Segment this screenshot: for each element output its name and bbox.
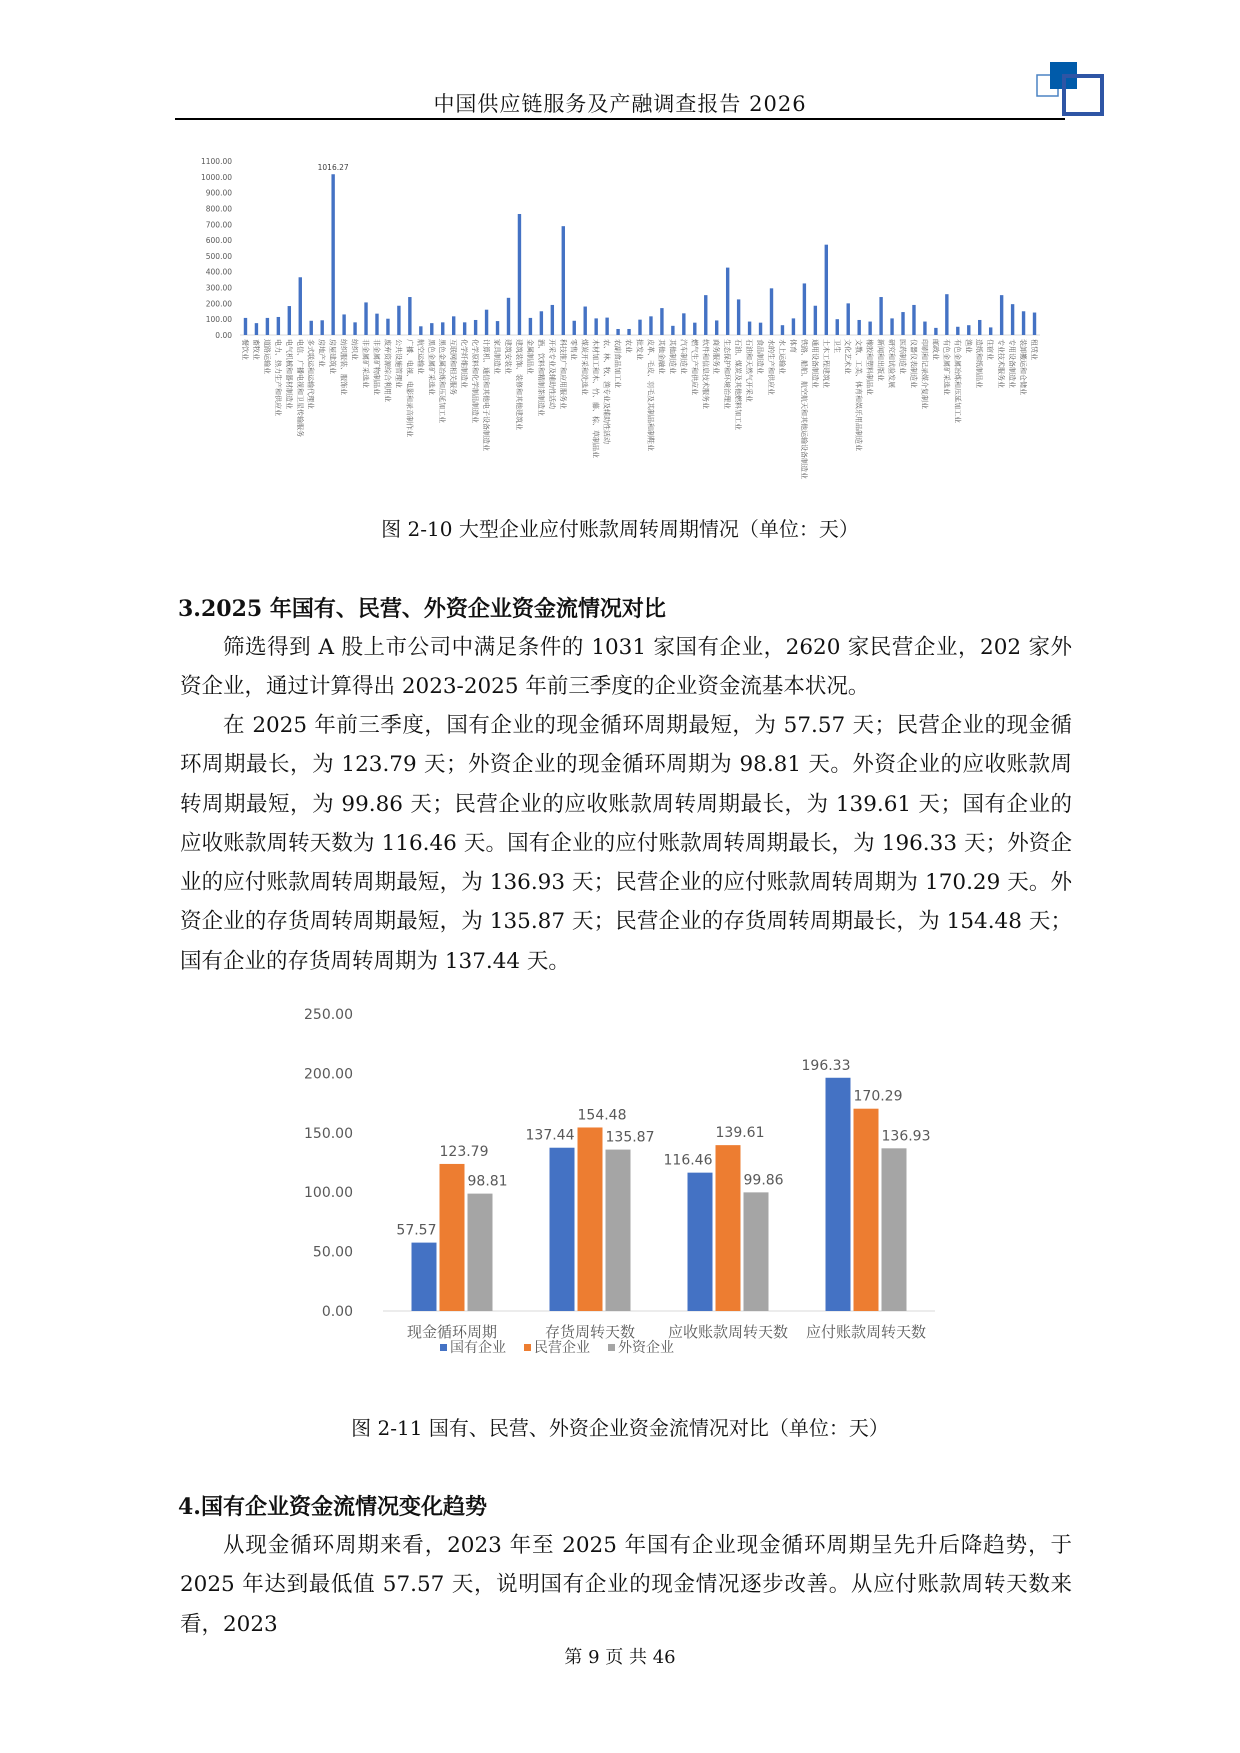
data-label: 139.61 [715, 1125, 765, 1142]
x-tick-label: 专用设备制造业 [1008, 339, 1017, 388]
bar [320, 320, 323, 335]
section-4-paragraph-1: 从现金循环周期来看，2023 年至 2025 年国有企业现金循环周期呈先升后降趋势，于 2025 年达到最低值 57.57 天，说明国有企业的现金情况逐步改善。从应付账款周转天数来看，2023 [180, 1533, 1072, 1637]
section-3-heading: 3.2025 年国有、民营、外资企业资金流情况对比 [178, 596, 666, 622]
bar [342, 314, 345, 335]
x-tick-label: 体育 [788, 339, 797, 353]
section-4-heading: 4.国有企业资金流情况变化趋势 [178, 1494, 487, 1520]
x-tick-label: 建筑安装业 [503, 339, 512, 374]
x-tick-label: 燃气生产和供应业 [690, 339, 699, 395]
x-tick-label: 非金属矿采选业 [361, 339, 370, 388]
x-tick-label: 应付账款周转天数 [805, 1323, 927, 1341]
bar [737, 299, 740, 335]
y-tick-label: 300.00 [205, 283, 232, 293]
bar [682, 313, 685, 335]
bar [364, 302, 367, 335]
y-tick-label: 0.00 [215, 331, 232, 340]
bar [1033, 313, 1036, 335]
bar [441, 322, 444, 335]
data-label: 116.46 [663, 1152, 713, 1169]
bar [353, 322, 356, 335]
x-tick-label: 纺织业 [350, 339, 359, 360]
bar [288, 306, 291, 335]
x-tick-label: 房地产业 [317, 339, 326, 367]
x-tick-label: 建筑装饰、装修和其他建筑业 [514, 339, 523, 430]
bar-foreign [606, 1150, 631, 1311]
bar [715, 320, 718, 335]
data-label: 57.57 [396, 1222, 437, 1239]
data-label: 137.44 [525, 1127, 575, 1144]
y-tick-label: 400.00 [205, 267, 232, 277]
x-tick-label: 汽车制造业 [679, 339, 688, 374]
y-tick-label: 150.00 [304, 1125, 353, 1142]
x-tick-label: 农副食品加工业 [613, 339, 622, 388]
bar [967, 325, 970, 335]
bar [310, 321, 313, 335]
bar [792, 318, 795, 335]
bar [989, 327, 992, 335]
x-tick-label: 住宿业 [986, 339, 995, 360]
bar [814, 306, 817, 335]
x-tick-label: 造纸和纸制品业 [975, 339, 984, 388]
x-tick-label: 橡胶和塑料制品业 [865, 339, 874, 395]
x-tick-label: 科技推广和应用服务业 [558, 339, 567, 409]
bar [934, 328, 937, 335]
x-tick-label: 石油、煤炭及其他燃料加工业 [734, 339, 743, 430]
bar [616, 329, 619, 335]
x-tick-label: 文化艺术业 [843, 339, 852, 374]
bar [331, 174, 334, 335]
bar-private [716, 1145, 741, 1311]
x-tick-label: 水上运输业 [777, 339, 786, 374]
y-tick-label: 250.00 [304, 1007, 353, 1023]
bar [825, 245, 828, 335]
bar [408, 297, 411, 335]
x-tick-label: 非金属矿物制品业 [372, 339, 381, 395]
bar [397, 306, 400, 335]
bar [496, 321, 499, 335]
y-tick-label: 50.00 [312, 1244, 353, 1261]
x-tick-label: 农业 [624, 339, 633, 353]
bar [956, 327, 959, 335]
x-tick-label: 其他制造业 [668, 339, 677, 374]
bar [748, 322, 751, 335]
bar [759, 323, 762, 335]
x-tick-label: 研究和试验发展 [887, 339, 896, 388]
y-tick-label: 100.00 [304, 1185, 353, 1202]
bar [551, 305, 554, 335]
x-tick-label: 公共设施管理业 [394, 339, 403, 388]
section-3-paragraph-2: 在 2025 年前三季度，国有企业的现金循环周期最短，为 57.57 天；民营企业的现金循环周期最长，为 123.79 天；外资企业的现金循环周期为 98.81 天。外资企业的应收账款周转周期最短，为 99.86 天；民营企业的应收账款周转周期最长，为 139.61 天；国有企业的应收账款周转天数为 116.46 天。国有企业的应付账款周转周期最长，为 196.33 天；外资企业的应付账款周转周期最短，为 136.93 天；民营企业的应付账款周转周期为 170.29 天。外资企业的存货周转周期最短，为 135.87 天；民营企业的存货周转周期最长，为 154.48 天；国有企业的存货周转周期为 137.44 天。 [180, 713, 1072, 974]
x-tick-label: 仪器仪表制造业 [909, 339, 918, 388]
data-label: 154.48 [577, 1107, 627, 1124]
x-tick-label: 零售业 [569, 339, 578, 360]
bar [507, 298, 510, 335]
data-label: 1016.27 [317, 163, 349, 173]
x-tick-label: 道路运输业 [262, 339, 271, 374]
x-tick-label: 应收账款周转天数 [667, 1323, 789, 1341]
y-tick-label: 900.00 [205, 188, 232, 198]
bar [770, 288, 773, 335]
y-tick-label: 200.00 [304, 1066, 353, 1083]
bar-private [440, 1164, 465, 1311]
x-tick-label: 废弃资源综合利用业 [383, 339, 392, 402]
bar [584, 307, 587, 335]
x-tick-label: 畜牧业 [251, 339, 260, 360]
bar [836, 319, 839, 335]
y-tick-label: 200.00 [205, 299, 232, 309]
bar [649, 316, 652, 335]
bar-foreign [744, 1192, 769, 1311]
x-tick-label: 广播、电视、电影和录音制作业 [405, 339, 414, 437]
data-label: 196.33 [801, 1057, 851, 1074]
bar-state-owned [412, 1243, 437, 1311]
bar [693, 323, 696, 335]
x-tick-label: 家具制造业 [493, 339, 502, 374]
legend-swatch [524, 1344, 531, 1351]
bar [1000, 295, 1003, 335]
x-tick-label: 农、林、牧、渔专业及辅助性活动 [602, 339, 611, 444]
bar [375, 314, 378, 335]
bar [901, 312, 904, 335]
x-tick-label: 开采专业及辅助性活动 [547, 339, 556, 409]
x-tick-label: 商务服务业 [712, 339, 721, 374]
x-tick-label: 通用设备制造业 [810, 339, 819, 388]
bar [299, 277, 302, 335]
legend-swatch [440, 1344, 447, 1351]
chart-ownership-comparison [290, 990, 970, 1390]
x-tick-label: 邮政业 [931, 339, 940, 360]
bar [573, 321, 576, 335]
x-tick-label: 互联网和相关服务 [449, 339, 458, 395]
x-tick-label: 水的生产和供应业 [767, 339, 776, 395]
x-tick-label: 铁路、船舶、航空航天和其他运输设备制造业 [799, 339, 808, 479]
y-tick-label: 700.00 [205, 220, 232, 230]
legend-label: 国有企业 [450, 1340, 506, 1356]
data-label: 170.29 [853, 1088, 903, 1105]
x-tick-label: 文教、工美、体育和娱乐用品制造业 [854, 339, 863, 451]
figure-2-11-caption: 图 2-11 国有、民营、外资企业资金流情况对比（单位：天） [351, 1416, 889, 1440]
bar [594, 318, 597, 335]
bar [726, 268, 729, 335]
bar [890, 318, 893, 335]
bar [879, 297, 882, 335]
x-tick-label: 新闻和出版业 [876, 339, 885, 381]
bar [945, 294, 948, 335]
legend-label: 外资企业 [618, 1340, 674, 1356]
y-tick-label: 0.00 [321, 1304, 353, 1320]
bar [430, 323, 433, 335]
x-tick-label: 化学原料和化学制品制造业 [471, 339, 480, 423]
y-tick-label: 800.00 [205, 204, 232, 214]
data-label: 123.79 [439, 1143, 489, 1160]
x-tick-label: 计算机、通信和其他电子设备制造业 [482, 339, 491, 451]
x-tick-label: 木材加工和木、竹、藤、棕、草制品业 [591, 339, 600, 458]
report-logo [1035, 60, 1115, 120]
y-tick-label: 1100.00 [200, 157, 232, 166]
bar [605, 318, 608, 335]
bar [868, 322, 871, 335]
bar [660, 308, 663, 335]
x-tick-label: 多式联运和运输代理业 [306, 339, 315, 409]
bar-state-owned [826, 1078, 851, 1311]
bar [847, 303, 850, 335]
bar [518, 214, 521, 335]
x-tick-label: 存货周转天数 [544, 1323, 636, 1341]
x-tick-label: 租赁业 [1030, 339, 1039, 360]
data-label: 98.81 [467, 1173, 508, 1190]
x-tick-label: 金属制品业 [525, 339, 534, 374]
bar-foreign [468, 1194, 493, 1311]
bar [704, 295, 707, 335]
bar-state-owned [550, 1148, 575, 1311]
bar [485, 310, 488, 335]
x-tick-label: 专业技术服务业 [997, 339, 1006, 388]
bar [1011, 304, 1014, 335]
x-tick-label: 渔业 [964, 339, 973, 353]
x-tick-label: 食品制造业 [756, 339, 765, 374]
bar-private [578, 1127, 603, 1311]
bar-foreign [882, 1148, 907, 1311]
y-tick-label: 100.00 [205, 315, 232, 325]
bar [277, 317, 280, 335]
bar [978, 320, 981, 335]
legend-label: 民营企业 [534, 1340, 590, 1356]
figure-2-10-caption: 图 2-10 大型企业应付账款周转周期情况（单位：天） [381, 517, 859, 541]
x-tick-label: 其他金融业 [657, 339, 666, 374]
x-tick-label: 航空运输业 [416, 339, 425, 374]
bar [244, 318, 247, 335]
x-tick-label: 电力、热力生产和供应业 [273, 339, 282, 416]
bar-state-owned [688, 1173, 713, 1311]
x-tick-label: 酒、饮料和精制茶制造业 [536, 339, 545, 416]
x-tick-label: 石油和天然气开采业 [745, 339, 754, 402]
bar [474, 320, 477, 335]
x-tick-label: 黑色金属冶炼和压延加工业 [438, 339, 447, 423]
y-tick-label: 600.00 [205, 236, 232, 246]
bar [540, 311, 543, 335]
bar-private [854, 1109, 879, 1311]
x-tick-label: 生态保护和环境治理业 [723, 339, 732, 409]
x-tick-label: 煤炭开采和洗选业 [580, 339, 589, 395]
x-tick-label: 黑色金属矿采选业 [427, 339, 436, 395]
x-tick-label: 电气机械和器材制造业 [284, 339, 293, 409]
bar [803, 283, 806, 335]
section-3-paragraph-1: 筛选得到 A 股上市公司中满足条件的 1031 家国有企业，2620 家民营企业，202 家外资企业，通过计算得出 2023-2025 年前三季度的企业资金流基本状况。 [180, 635, 1072, 700]
x-tick-label: 软件和信息技术服务业 [701, 339, 710, 409]
bar [857, 320, 860, 335]
x-tick-label: 房屋建筑业 [328, 339, 337, 374]
x-tick-label: 印刷和记录媒介复制业 [920, 339, 929, 409]
bar [638, 320, 641, 335]
x-tick-label: 装卸搬运和仓储业 [1019, 339, 1028, 395]
x-tick-label: 有色金属矿采选业 [942, 339, 951, 395]
bar [255, 323, 258, 335]
bar [781, 325, 784, 335]
bar [627, 329, 630, 335]
data-label: 136.93 [881, 1128, 931, 1145]
data-label: 99.86 [743, 1172, 784, 1189]
legend-swatch [608, 1344, 615, 1351]
bar [671, 326, 674, 335]
x-tick-label: 卫生 [832, 339, 841, 353]
bar [529, 318, 532, 335]
bar [923, 322, 926, 335]
x-tick-label: 现金循环周期 [406, 1323, 498, 1341]
bar [562, 226, 565, 335]
running-header-title: 中国供应链服务及产融调查报告 2026 [433, 92, 807, 116]
bar [419, 326, 422, 335]
x-tick-label: 纺织服装、服饰业 [339, 339, 348, 395]
chart-payables-by-industry [170, 140, 1070, 510]
x-tick-label: 批发业 [635, 339, 644, 360]
header-rule [175, 118, 1065, 120]
x-tick-label: 土木工程建筑业 [821, 339, 830, 388]
x-tick-label: 皮革、毛皮、羽毛及其制品和制鞋业 [646, 339, 655, 451]
bar [266, 318, 269, 335]
x-tick-label: 电信、广播电视和卫星传输服务 [295, 339, 304, 437]
bar [912, 305, 915, 335]
bar [386, 319, 389, 335]
y-tick-label: 500.00 [205, 251, 232, 261]
data-label: 135.87 [605, 1129, 655, 1146]
bar [463, 322, 466, 335]
bar [452, 316, 455, 335]
y-tick-label: 1000.00 [200, 172, 232, 182]
x-tick-label: 有色金属冶炼和压延加工业 [953, 339, 962, 423]
bar [1022, 311, 1025, 335]
x-tick-label: 化学纤维制造业 [460, 339, 469, 388]
page-footer: 第 9 页 共 46 [564, 1647, 676, 1668]
x-tick-label: 餐饮业 [240, 339, 249, 360]
x-tick-label: 医药制造业 [898, 339, 907, 374]
